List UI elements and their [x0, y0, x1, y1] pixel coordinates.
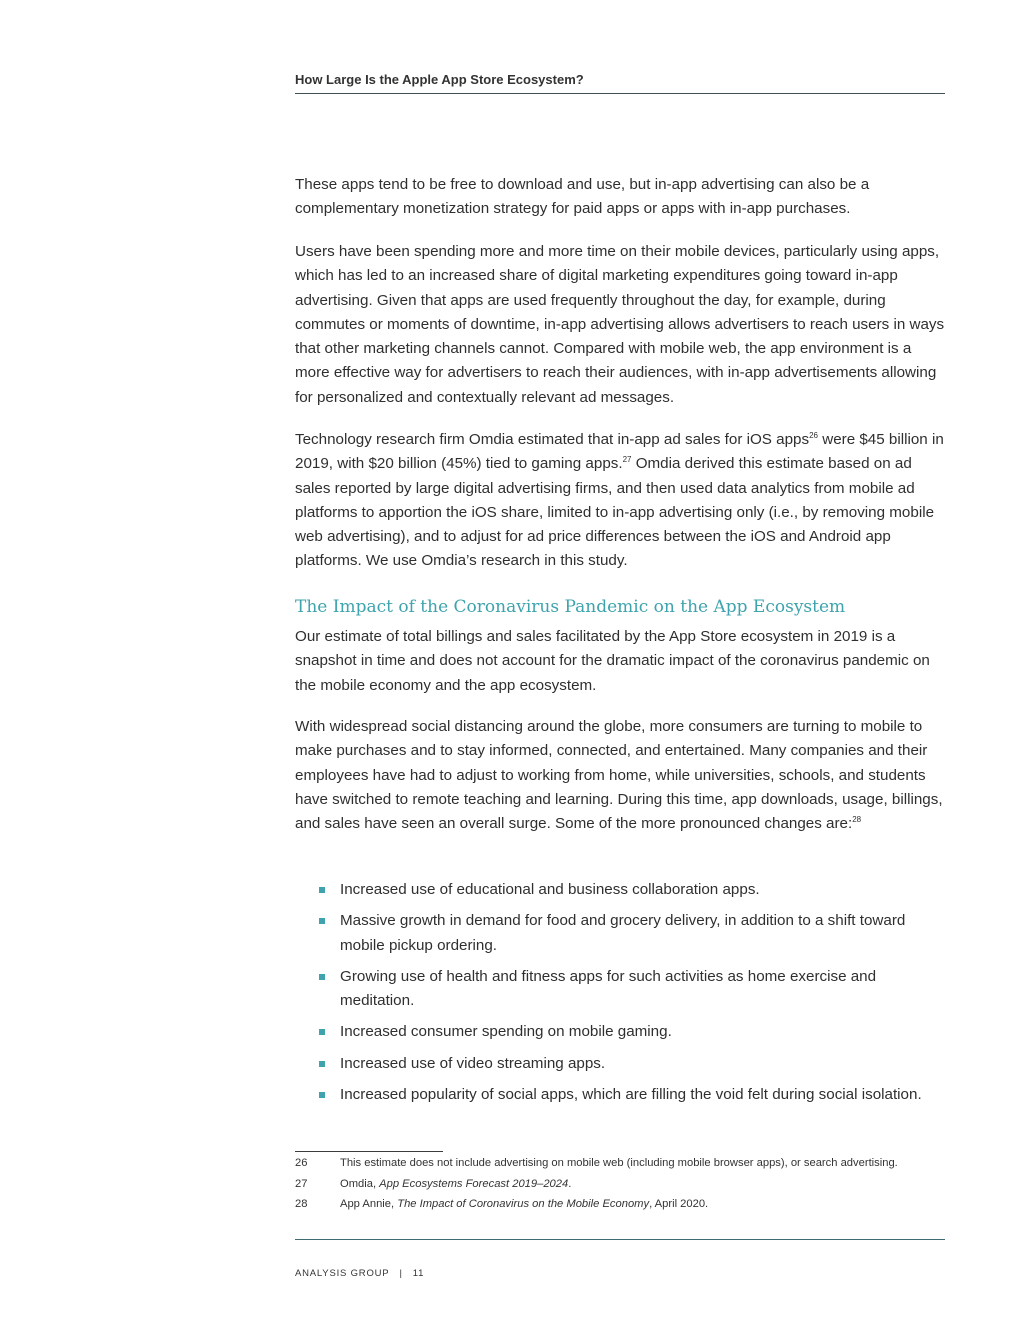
paragraph-snapshot: Our estimate of total billings and sales facilitated by the App Store ecosystem in 2019 is a snapshot in time and does not account for the dramatic impact of the coronavirus pandemic on the mobile economy and the app ecosystem.	[295, 628, 930, 694]
paragraph-ad-monetization: These apps tend to be free to download and use, but in-app advertising can also be a complementary monetization strategy for paid apps or apps with in-app purchases.	[295, 176, 870, 218]
list-item	[295, 1020, 945, 1044]
footnote-divider	[295, 1151, 443, 1152]
footnote-text: App Annie,	[340, 1198, 398, 1210]
bullet-square-icon	[319, 1061, 325, 1067]
list-item	[295, 1052, 945, 1076]
footnote-text: This estimate does not include advertising on mobile web (including mobile browser apps), or search advertising.	[340, 1157, 898, 1169]
footer-org: ANALYSIS GROUP	[295, 1268, 390, 1279]
paragraph-social-distancing	[295, 715, 947, 836]
footnote-text: .	[568, 1177, 572, 1190]
list-item	[295, 878, 945, 902]
bullet-square-icon	[319, 1029, 325, 1035]
list-item-text: Increased consumer spending on mobile gaming.	[340, 1023, 672, 1041]
footnote-source-title: App Ecosystems Forecast 2019–2024	[379, 1177, 569, 1190]
footnote-text: , April 2020.	[649, 1198, 709, 1210]
section-heading: The Impact of the Coronavirus Pandemic on the App Ecosystem	[295, 597, 846, 617]
footnote-ref-28[interactable]: 28	[852, 815, 862, 825]
footnote-number: 26	[295, 1157, 308, 1169]
list-item-text: Increased popularity of social apps, which are filling the void felt during social isolation.	[340, 1086, 922, 1104]
changes-list	[295, 878, 945, 1114]
paragraph-text: Omdia derived this estimate based on ad sales reported by large digital advertising firms, and then used data analytics from mobile ad platforms to apportion the iOS share, limited to in-app advertising only (i.e., by removing mobile web advertising), and to adjust for ad price differences between the iOS and Android app platforms. We use Omdia’s research in this study.	[295, 455, 935, 570]
footer-rule	[295, 1239, 945, 1240]
running-header: How Large Is the Apple App Store Ecosystem?	[295, 72, 584, 87]
list-item-text: Growing use of health and fitness apps for such activities as home exercise and meditation.	[340, 967, 877, 1010]
bullet-square-icon	[319, 974, 325, 980]
footnote-number: 27	[295, 1177, 308, 1190]
page-footer	[295, 1268, 424, 1279]
paragraph-text: were $45 billion in 2019, with $20 billion (45%) tied to gaming apps.	[295, 431, 944, 473]
footnote-number: 28	[295, 1198, 308, 1210]
footnote-ref-27[interactable]: 27	[622, 455, 632, 465]
list-item-text: Increased use of video streaming apps.	[340, 1054, 606, 1072]
footnote-28	[295, 1198, 945, 1212]
footnote-26	[295, 1157, 945, 1171]
list-item	[295, 909, 945, 958]
bullet-square-icon	[319, 887, 325, 893]
bullet-square-icon	[319, 1092, 325, 1098]
page-number: 11	[412, 1268, 425, 1279]
paragraph-mobile-usage: Users have been spending more and more time on their mobile devices, particularly using apps, which has led to an increased share of digital marketing expenditures going toward in-app advertising. Given that apps are used frequently throughout the day, for example, during commutes or moments of downtime, in-app advertising allows advertisers to reach users in ways that other marketing channels cannot. Compared with mobile web, the app environment is a more effective way for advertisers to reach their audiences, with in-app advertisements allowing for personalized and contextually relevant ad messages.	[295, 243, 945, 406]
list-item	[295, 965, 945, 1014]
list-item-text: Increased use of educational and business collaboration apps.	[340, 881, 760, 898]
paragraph-text: Technology research firm Omdia estimated that in-app ad sales for iOS apps	[295, 431, 810, 448]
list-item	[295, 1083, 945, 1107]
footnote-27	[295, 1178, 945, 1192]
list-item-text: Massive growth in demand for food and grocery delivery, in addition to a shift toward mobile pickup ordering.	[340, 912, 906, 954]
bullet-square-icon	[319, 918, 325, 924]
header-rule	[295, 93, 945, 94]
paragraph-text: With widespread social distancing around the globe, more consumers are turning to mobile to make purchases and to stay informed, connected, and entertained. Many companies and their employees have had to adjust to working from home, while universities, schools, and students have switched to remote teaching and learning. During this time, app downloads, usage, billings, and sales have seen an overall surge. Some of the more pronounced changes are:	[295, 718, 943, 833]
paragraph-omdia-estimate	[295, 428, 947, 574]
footer-separator: |	[399, 1268, 403, 1279]
footnote-ref-26[interactable]: 26	[809, 431, 818, 440]
footnote-source-title: The Impact of Coronavirus on the Mobile Economy	[397, 1198, 650, 1210]
footnote-text: Omdia,	[340, 1177, 380, 1190]
footnotes	[295, 1157, 945, 1219]
